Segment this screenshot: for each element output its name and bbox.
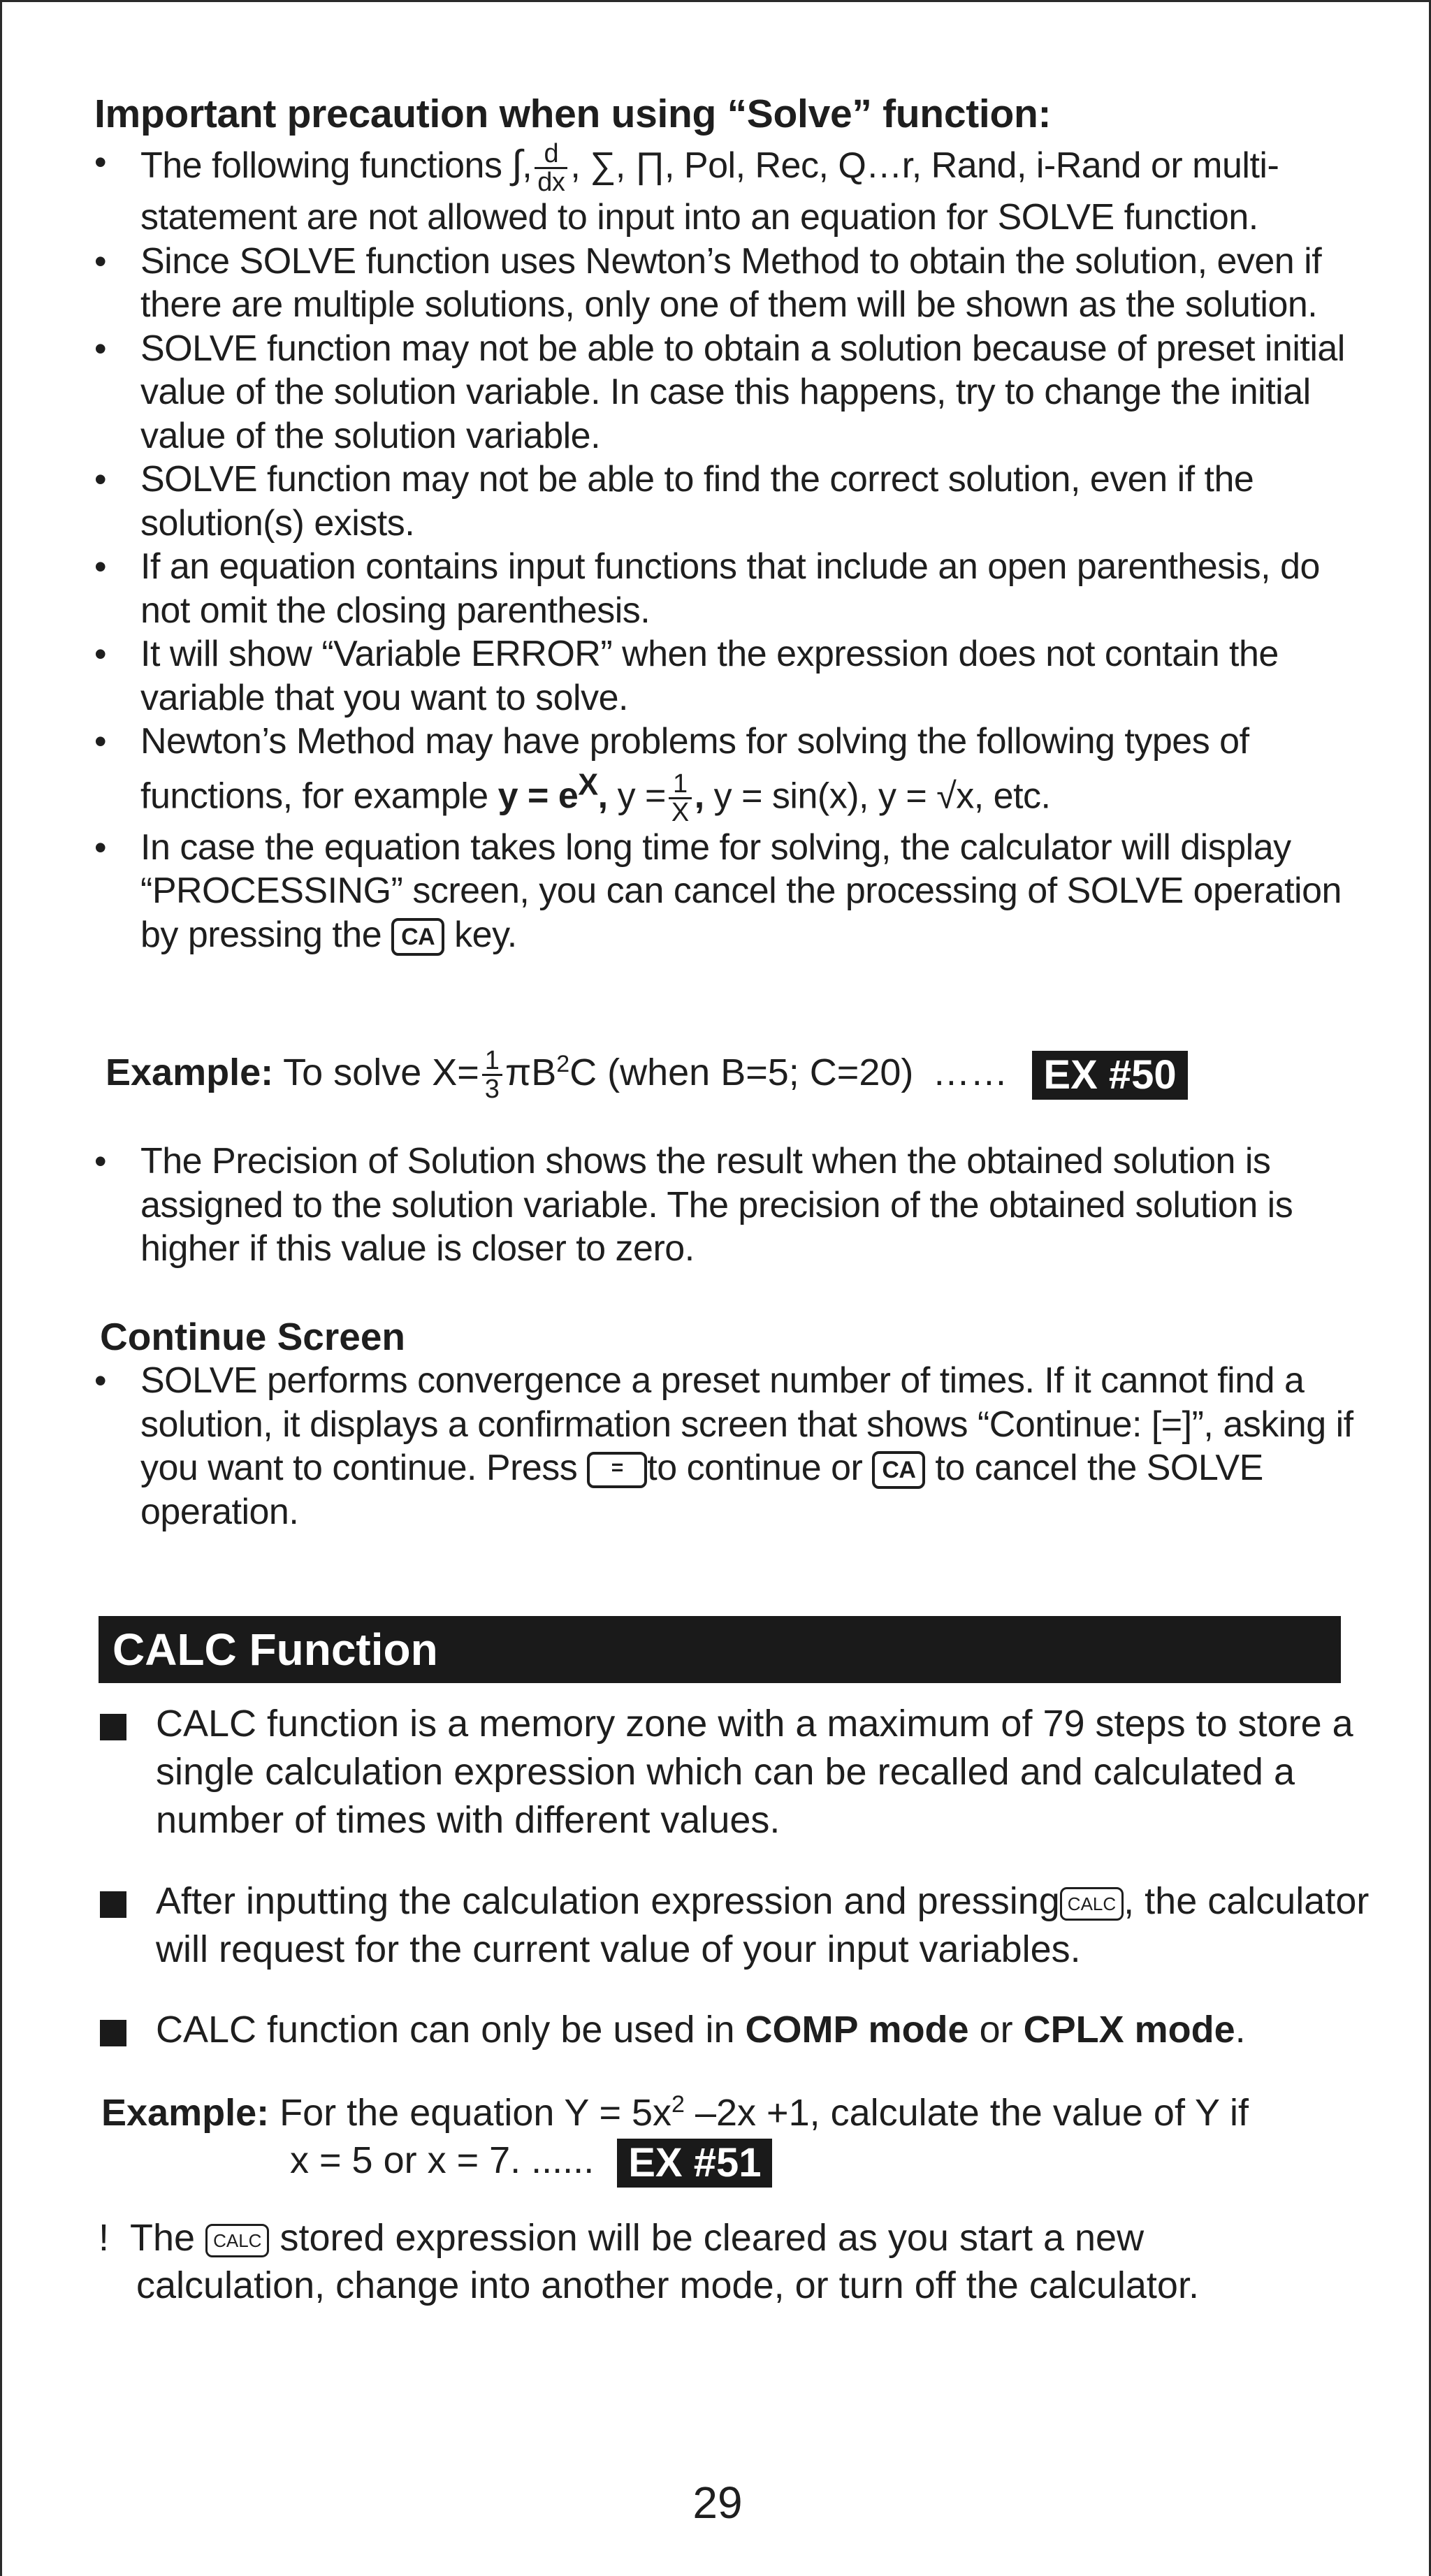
comp-mode: COMP mode [745, 2009, 969, 2051]
formula-sqrt: y = √x, [878, 775, 984, 816]
precaution-item-5: • If an equation contains input functions that include an open parenthesis, do not omit the closing parenthesis. [94, 545, 1352, 632]
item-text: to cancel the SOLVE operation. [140, 1448, 1263, 1532]
continue-screen-list [94, 1359, 1380, 1534]
frac-den: X [671, 797, 689, 827]
formula-sup: X [578, 768, 598, 802]
reciprocal-fraction [669, 771, 692, 826]
frac-num: d [535, 140, 567, 169]
superscript: 2 [671, 2091, 685, 2118]
precision-note [94, 1140, 1366, 1271]
precaution-item-3: • SOLVE function may not be able to obtain a solution because of preset initial value of the solution variable. In case this happens, try to change the initial value of the solution variable. [94, 327, 1352, 458]
formula-sin: y = sin(x), [713, 775, 869, 816]
period: . [1235, 2009, 1246, 2051]
item-text: , ∑, ∏, Pol, Rec, Q…r, Rand, i-Rand or multi-statement are not allowed to input into an equation for SOLVE function. [140, 145, 1279, 238]
calc-key-icon: CALC [205, 2224, 269, 2257]
comma: , [522, 145, 532, 187]
frac-num: 1 [482, 1047, 502, 1076]
formula-text: y = e [497, 775, 579, 816]
example-label: Example: [106, 1051, 274, 1093]
equals-key-icon: = [587, 1452, 647, 1488]
precision-item: • The Precision of Solution shows the result when the obtained solution is assigned to the solution variable. The precision of the obtained solution is higher if this value is closer to zero. [94, 1140, 1366, 1271]
note-line-2: calculation, change into another mode, or turn off the calculator. [136, 2264, 1199, 2306]
solve-precautions-section [94, 87, 1352, 956]
example-text: x = 5 or x = 7. ...... [290, 2139, 595, 2181]
note-text: The [130, 2217, 196, 2259]
example-text: To solve X= [283, 1051, 479, 1093]
derivative-fraction [535, 140, 567, 196]
example-line-2 [101, 2137, 1387, 2188]
integral-symbol: ∫ [511, 142, 523, 187]
frac-num: 1 [669, 771, 692, 799]
calc-key-icon: CALC [1060, 1887, 1124, 1921]
item-text: to continue or [647, 1448, 863, 1488]
example-calc [101, 2081, 1387, 2188]
frac-den: dx [537, 168, 565, 197]
one-third-fraction [482, 1047, 502, 1103]
example-label: Example: [101, 2092, 270, 2134]
item-text: In case the equation takes long time for solving, the calculator will display “PROCESSING” screen, you can cancel the processing of SOLVE operation by pressing the [140, 827, 1342, 955]
cplx-mode: CPLX mode [1023, 2009, 1235, 2051]
formula-text: y = [617, 775, 666, 816]
item-text: , the calculator will request for the current value of your input variables. [156, 1880, 1370, 1970]
calc-note [99, 2214, 1384, 2309]
item-text: SOLVE performs convergence a preset number of times. If it cannot find a solution, it displays a confirmation screen that shows “Continue: [=]”, asking if you want to continue. Press [140, 1360, 1353, 1488]
calc-item-2 [99, 1877, 1370, 1974]
note-text: stored expression will be cleared as you start a new [279, 2217, 1145, 2259]
precaution-item-4: • SOLVE function may not be able to find the correct solution, even if the solution(s) exists. [94, 458, 1352, 545]
item-text: etc. [993, 775, 1051, 816]
ca-key-icon: CA [872, 1451, 925, 1489]
superscript: 2 [556, 1051, 570, 1077]
calc-list-2 [99, 1877, 1370, 1974]
item-text: or [979, 2009, 1013, 2051]
frac-den: 3 [484, 1075, 500, 1105]
continue-screen-heading: Continue Screen [100, 1315, 406, 1358]
item-text: CALC function can only be used in [156, 2009, 735, 2051]
continue-screen-item [94, 1359, 1380, 1534]
ca-key-icon: CA [391, 918, 444, 956]
example-dots: …… [932, 1051, 1008, 1093]
item-text: After inputting the calculation expression and pressing [156, 1880, 1060, 1922]
item-text: The following functions [140, 145, 502, 187]
formula-recip [617, 769, 704, 827]
example-text: For the equation Y = 5x [279, 2092, 672, 2134]
sep: , [597, 775, 608, 816]
example-text: πB [504, 1051, 557, 1093]
formula-exp [497, 768, 608, 816]
item-text: Newton’s Method may have problems for solving the following types of functions, for example [140, 721, 1249, 816]
item-text: key. [454, 914, 517, 955]
note-mark: ! [99, 2217, 110, 2259]
calc-item-1: CALC function is a memory zone with a maximum of 79 steps to store a single calculation expression which can be recalled and calculated a number of times with different values. [99, 1700, 1370, 1844]
precaution-item-8 [94, 826, 1352, 957]
page-number: 29 [692, 2477, 743, 2528]
example-text: C (when B=5; C=20) [569, 1051, 914, 1093]
example-badge: EX #51 [617, 2139, 772, 2188]
precaution-item-7 [94, 720, 1352, 826]
calc-list-3 [99, 2006, 1370, 2054]
precaution-item-6: • It will show “Variable ERROR” when the expression does not contain the variable that you want to solve. [94, 632, 1352, 720]
precaution-list [94, 140, 1352, 956]
precaution-item-1 [94, 140, 1352, 240]
example-badge: EX #50 [1032, 1051, 1187, 1100]
example-solve [106, 1036, 1188, 1103]
calc-function-heading: CALC Function [99, 1616, 1341, 1683]
calc-item-3 [99, 2006, 1370, 2054]
example-text: –2x +1, calculate the value of Y if [695, 2092, 1249, 2134]
precaution-heading: Important precaution when using “Solve” function: [94, 92, 1052, 136]
sep: , [694, 775, 704, 816]
precaution-item-2: • Since SOLVE function uses Newton’s Method to obtain the solution, even if there are multiple solutions, only one of them will be shown as the solution. [94, 240, 1352, 327]
calc-list-1 [99, 1700, 1370, 1844]
